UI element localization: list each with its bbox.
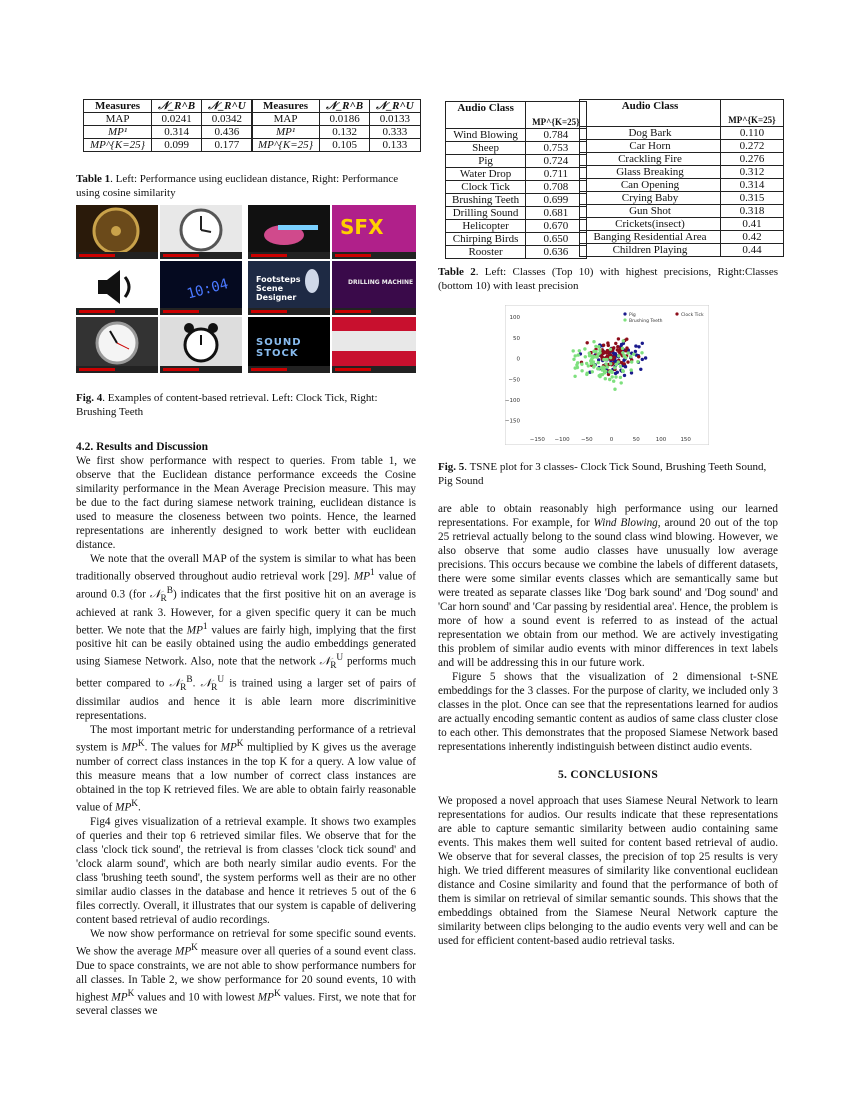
legend-label: Pig (629, 313, 636, 318)
table-row (446, 155, 587, 168)
table-cell: Crying Baby (580, 192, 721, 205)
table2-caption (438, 265, 778, 293)
scatter-point-brushing-teeth (596, 354, 599, 357)
scatter-point-brushing-teeth (620, 381, 623, 384)
scatter-point-brushing-teeth (622, 339, 625, 342)
scatter-point-brushing-teeth (580, 363, 583, 366)
x-tick-label: 150 (680, 437, 691, 443)
table-cell: 0.276 (721, 153, 784, 166)
table-cell: 0.272 (721, 140, 784, 153)
table-cell: 0.0186 (320, 113, 370, 126)
table-cell: Gun Shot (580, 205, 721, 218)
scatter-point-brushing-teeth (572, 349, 575, 352)
table-row (446, 129, 587, 142)
scatter-point-pig (639, 368, 642, 371)
scatter-point-brushing-teeth (615, 363, 618, 366)
scatter-point-brushing-teeth (573, 375, 576, 378)
thumb-label: SOUND STOCK (256, 337, 302, 359)
scatter-point-brushing-teeth (602, 358, 605, 361)
paragraph: We note that the overall MAP of the system is similar to what has been traditionally observed throughout audio retrieval work [29]. $MP^1$ value of around 0.3 (for 𝒩$_R^B$) indicates that the first positive hit on an average is achieved at rank 3. However, for a given specific query it can be much better. We note that the $MP^1$ values are fairly high, implying that the first positive hit can be easily obtained using the audio embeddings generated using Siamese Network. Also, note that the network 𝒩$_R^U$ performs much better compared to 𝒩$_R^B$. 𝒩$_R^U$ is trained using a larger set of pairs of dissimilar audios and hence it is able learn more discriminitive representations. (76, 553, 417, 723)
scatter-point-clock-tick (616, 348, 619, 351)
table-cell: 0.724 (526, 155, 586, 168)
table-row (84, 139, 253, 152)
caption-text: . Left: Classes (Top 10) with highest precisions, Right:Classes (bottom 10) with least precision (438, 266, 778, 292)
table2-top (445, 101, 587, 259)
table-cell: Drilling Sound (446, 207, 526, 220)
table-row (580, 231, 784, 244)
thumb-wall-clock (76, 317, 158, 373)
scatter-point-brushing-teeth (608, 370, 611, 373)
caption-label: Fig. 4 (76, 392, 103, 404)
table-row (580, 127, 784, 140)
legend-label: Brushing Teeth (629, 319, 663, 324)
scatter-point-brushing-teeth (587, 364, 590, 367)
legend-marker (623, 312, 626, 315)
paragraph: We proposed a novel approach that uses Siamese Neural Network to learn representations for audios. Our results indicate that these representations are able to capture semantic similarity between audio containing same events. This makes them well suited for content based retrieval of audio. We observe that for several classes, the precision of top 25 results is very high. We tried different measures of similarity like conventional euclidean distance and Cosine similarity and found that the performance of both of them is similar on retrieval of similar semantic sounds. This shows that the embeddings obtained from the Siamese Neural Network capture the similarity between clips belonging to the audio events very well and can be used for efficient content-based audio retrieval tasks. (438, 795, 778, 947)
table-cell: Rooster (446, 246, 526, 259)
paragraph: Fig4 gives visualization of a retrieval example. It shows two examples of queries and their top 6 retrieved similar files. We observe that for the class 'clock tick sound', the retrieval is from classes 'clock tick sound' and 'clock alarm sound', which are both nearly similar audio events. For the class 'brushing teeth sound', the system performs well as their are no other similar audio classes in the database and hence it retrieves 5 out of the 6 files correctly. Overall, it illustrates that our system is capable of delivering content based retrieval of audio recordings. (76, 815, 416, 926)
scatter-point-clock-tick (602, 344, 605, 347)
table-cell: Helicopter (446, 220, 526, 233)
legend-marker (675, 312, 678, 315)
table-cell: Car Horn (580, 140, 721, 153)
scatter-point-pig (614, 372, 617, 375)
table-row (580, 244, 784, 257)
thumb-digital-clock (160, 261, 242, 315)
scatter-point-pig (641, 342, 644, 345)
table-cell: Water Drop (446, 168, 526, 181)
y-tick-label: −50 (508, 377, 520, 384)
scatter-point-brushing-teeth (601, 368, 604, 371)
table-row (252, 139, 421, 152)
table-cell: MP¹ (252, 126, 320, 139)
scatter-point-brushing-teeth (612, 380, 615, 383)
caption-text: . TSNE plot for 3 classes- Clock Tick Sound, Brushing Teeth Sound, Pig Sound (438, 461, 767, 487)
table-cell: 0.681 (526, 207, 586, 220)
caption-label: Fig. 5 (438, 461, 465, 473)
table-cell: 0.110 (721, 127, 784, 140)
fig4-image-grid (76, 205, 416, 373)
table-cell: 0.711 (526, 168, 586, 181)
scatter-point-clock-tick (603, 350, 606, 353)
table2-header-mp: MP^{K=25} (721, 100, 784, 127)
table-cell: 0.784 (526, 129, 586, 142)
scatter-point-clock-tick (607, 344, 610, 347)
table1-left (83, 99, 253, 152)
thumb-speaker (76, 261, 158, 315)
scatter-point-brushing-teeth (619, 376, 622, 379)
table-cell: Pig (446, 155, 526, 168)
scatter-point-pig (644, 356, 647, 359)
thumb-footsteps (248, 261, 330, 315)
thumb-sound-stock (248, 317, 330, 373)
table-cell: 0.099 (152, 139, 202, 152)
legend-marker (623, 318, 626, 321)
y-tick-label: 100 (509, 315, 520, 322)
scatter-point-clock-tick (622, 362, 625, 365)
table-row (446, 194, 587, 207)
section-heading-5: 5. CONCLUSIONS (557, 769, 659, 781)
table-cell: 0.41 (721, 218, 784, 231)
table-row (446, 168, 587, 181)
thumb-sfx (332, 205, 416, 259)
scatter-point-clock-tick (586, 341, 589, 344)
table-cell: Can Opening (580, 179, 721, 192)
scatter-point-brushing-teeth (636, 360, 639, 363)
table-row (84, 113, 253, 126)
caption-text: . Examples of content-based retrieval. Left: Clock Tick, Right: Brushing Teeth (76, 392, 378, 418)
table2-header-mp: MP^{K=25} (526, 102, 586, 129)
table-row (580, 192, 784, 205)
scatter-point-brushing-teeth (592, 340, 595, 343)
table-cell: MAP (84, 113, 152, 126)
scatter-point-brushing-teeth (593, 364, 596, 367)
table-row (580, 153, 784, 166)
scatter-point-brushing-teeth (584, 355, 587, 358)
table1-header-measures: Measures (84, 100, 152, 113)
scatter-point-brushing-teeth (604, 377, 607, 380)
table-cell: Children Playing (580, 244, 721, 257)
table-cell: 0.650 (526, 233, 586, 246)
scatter-point-brushing-teeth (580, 369, 583, 372)
y-tick-label: −100 (505, 397, 520, 404)
scatter-point-brushing-teeth (621, 347, 624, 350)
scatter-point-brushing-teeth (609, 362, 612, 365)
scatter-point-pig (614, 352, 617, 355)
x-tick-label: −150 (529, 437, 545, 443)
table-row (84, 126, 253, 139)
caption-label: Table 2 (438, 266, 476, 278)
caption-text: . Left: Performance using euclidean distance, Right: Performance using cosine similarity (76, 173, 399, 199)
scatter-point-brushing-teeth (623, 354, 626, 357)
table-cell: MP¹ (84, 126, 152, 139)
table-row (446, 246, 587, 259)
table-cell: Dog Bark (580, 127, 721, 140)
paragraph: The most important metric for understanding performance of a retrieval system is $MP^K$. The values for $MP^K$ multiplied by K gives us the average number of correct class instances in the top K for a query. A low value of this measure means that a low number of correct class instances are obtained in the top K retrieved files. We are able to obtain fairly reasonable value of $MP^K$. (76, 724, 416, 814)
x-tick-label: −50 (581, 437, 593, 443)
scatter-point-brushing-teeth (630, 360, 633, 363)
scatter-point-clock-tick (616, 345, 619, 348)
scatter-point-brushing-teeth (630, 368, 633, 371)
table-cell: Chirping Birds (446, 233, 526, 246)
table-cell: 0.177 (202, 139, 253, 152)
table-cell: 0.314 (721, 179, 784, 192)
scatter-point-brushing-teeth (609, 356, 612, 359)
scatter-point-brushing-teeth (627, 351, 630, 354)
scatter-point-brushing-teeth (583, 347, 586, 350)
thumb-label: Footsteps Scene Designer (256, 275, 301, 302)
x-tick-label: −100 (554, 437, 570, 443)
scatter-point-brushing-teeth (606, 365, 609, 368)
table-cell: 0.699 (526, 194, 586, 207)
table-cell: Banging Residential Area (580, 231, 721, 244)
thumb-drilling (332, 261, 416, 315)
table1-header-measures: Measures (252, 100, 320, 113)
thumb-clock-white (160, 205, 242, 259)
scatter-point-brushing-teeth (572, 358, 575, 361)
scatter-point-pig (637, 345, 640, 348)
table1-header-nu: 𝒩_R^U (202, 100, 253, 113)
x-tick-label: 100 (655, 437, 667, 443)
scatter-point-pig (641, 358, 644, 361)
scatter-point-brushing-teeth (609, 348, 612, 351)
y-tick-label: 0 (516, 356, 520, 363)
scatter-point-brushing-teeth (594, 350, 597, 353)
table-cell: 0.312 (721, 166, 784, 179)
table-row (446, 220, 587, 233)
scatter-point-clock-tick (626, 360, 629, 363)
paragraph: are able to obtain reasonably high performance using our learned representations. For example, for Wind Blowing, around 20 out of the top 25 retrieval actually belong to the sound class wind blowing. However, we also observe that some audio classes have unusually low average precisions. This occurs because we combine the labels of different datasets, there were some similar events classes which are semantically same but were treated as separate classes like 'Dog bark sound' and 'Dog sound' and 'Car horn sound' and 'Car passing by residential area'. Hence, the problem is more of how a sound event is referred to as instead of the actual representation we obtain from our method. We are actively investigating this problem of similar audio events with minor differences in text labels and will be addressing this in our future work. (438, 503, 778, 669)
table-cell: Sheep (446, 142, 526, 155)
table-cell: 0.636 (526, 246, 586, 259)
left-column-body (76, 440, 416, 1018)
y-tick-label: 50 (513, 335, 520, 342)
table-cell: 0.0241 (152, 113, 202, 126)
table-cell: MAP (252, 113, 320, 126)
scatter-point-brushing-teeth (577, 353, 580, 356)
y-tick-label: −150 (505, 418, 520, 425)
scatter-point-brushing-teeth (588, 354, 591, 357)
scatter-point-clock-tick (617, 337, 620, 340)
scatter-point-brushing-teeth (617, 354, 620, 357)
scatter-point-clock-tick (637, 355, 640, 358)
table-row (580, 205, 784, 218)
table2-bottom (579, 99, 784, 257)
scatter-point-pig (623, 374, 626, 377)
table-cell: 0.315 (721, 192, 784, 205)
fig4-caption (76, 391, 416, 419)
scatter-point-brushing-teeth (578, 349, 581, 352)
table-cell: Wind Blowing (446, 129, 526, 142)
table-cell: 0.436 (202, 126, 253, 139)
right-column-body (438, 502, 778, 948)
scatter-point-clock-tick (614, 342, 617, 345)
section-heading-4-2: 4.2. Results and Discussion (76, 441, 208, 453)
scatter-point-brushing-teeth (589, 359, 592, 362)
table-row (252, 113, 421, 126)
table2-header-class: Audio Class (446, 102, 526, 129)
table-row (446, 207, 587, 220)
table1-header-nb: 𝒩_R^B (152, 100, 202, 113)
scatter-point-brushing-teeth (640, 351, 643, 354)
table-cell: Brushing Teeth (446, 194, 526, 207)
table-cell: 0.0342 (202, 113, 253, 126)
table-cell: Crickets(insect) (580, 218, 721, 231)
scatter-point-brushing-teeth (574, 354, 577, 357)
table-cell: 0.753 (526, 142, 586, 155)
scatter-point-brushing-teeth (611, 375, 614, 378)
table-cell: 0.132 (320, 126, 370, 139)
scatter-point-brushing-teeth (619, 365, 622, 368)
scatter-point-brushing-teeth (613, 388, 616, 391)
scatter-point-brushing-teeth (629, 355, 632, 358)
table1-header-nb: 𝒩_R^B (320, 100, 370, 113)
table-cell: 0.708 (526, 181, 586, 194)
scatter-point-brushing-teeth (604, 362, 607, 365)
scatter-point-brushing-teeth (586, 372, 589, 375)
table-cell: MP^{K=25} (84, 139, 152, 152)
table-cell: 0.0133 (370, 113, 421, 126)
scatter-point-brushing-teeth (614, 375, 617, 378)
scatter-point-clock-tick (624, 349, 627, 352)
scatter-point-brushing-teeth (597, 361, 600, 364)
table-row (252, 126, 421, 139)
scatter-point-brushing-teeth (574, 366, 577, 369)
scatter-point-brushing-teeth (622, 370, 625, 373)
table-row (580, 218, 784, 231)
table-cell: 0.318 (721, 205, 784, 218)
scatter-point-brushing-teeth (632, 353, 635, 356)
table-cell: 0.314 (152, 126, 202, 139)
table-cell: 0.105 (320, 139, 370, 152)
legend-label: Clock Tick (681, 313, 704, 318)
table-row (446, 181, 587, 194)
thumb-label: SFX (340, 215, 384, 239)
table-cell: 0.333 (370, 126, 421, 139)
scatter-point-brushing-teeth (591, 370, 594, 373)
table-cell: 0.670 (526, 220, 586, 233)
table1-right (251, 99, 421, 152)
svg-text:10:04: 10:04 (185, 276, 231, 303)
table-cell: 0.44 (721, 244, 784, 257)
table-cell: 0.133 (370, 139, 421, 152)
x-tick-label: 0 (609, 437, 614, 443)
table-row (580, 140, 784, 153)
thumb-label: DRILLING MACHINE (348, 279, 414, 286)
scatter-point-brushing-teeth (613, 366, 616, 369)
x-tick-label: 50 (632, 437, 640, 443)
scatter-point-brushing-teeth (598, 348, 601, 351)
table-row (446, 233, 587, 246)
scatter-point-brushing-teeth (597, 345, 600, 348)
thumb-alarm-clock (160, 317, 242, 373)
thumb-toothbrush (248, 205, 330, 259)
scatter-point-brushing-teeth (576, 361, 579, 364)
table1-caption (76, 172, 416, 200)
scatter-point-brushing-teeth (605, 358, 608, 361)
table-cell: Clock Tick (446, 181, 526, 194)
tsne-scatter-plot (505, 305, 709, 445)
scatter-point-brushing-teeth (621, 351, 624, 354)
caption-label: Table 1 (76, 173, 111, 185)
table-row (580, 166, 784, 179)
fig5-caption (438, 460, 778, 488)
paragraph: Figure 5 shows that the visualization of 2 dimensional t-SNE embeddings for the 3 classes. For the purpose of clarity, we included only 3 classes in the plot. Once can see that the representations learned for audios are actually encoding semantic content as audios of same class cluster close to each other. This demonstrates that the proposed Siamese Network based representations inherently indistinguish between distinct audio events. (438, 671, 778, 753)
scatter-point-brushing-teeth (603, 371, 606, 374)
thumb-clock-ornate (76, 205, 158, 259)
scatter-point-pig (634, 344, 637, 347)
table-cell: MP^{K=25} (252, 139, 320, 152)
table2-header-class: Audio Class (580, 100, 721, 127)
table1-header-nu: 𝒩_R^U (370, 100, 421, 113)
table-row (580, 179, 784, 192)
table-cell: 0.42 (721, 231, 784, 244)
scatter-point-brushing-teeth (594, 345, 597, 348)
table-cell: Crackling Fire (580, 153, 721, 166)
scatter-point-brushing-teeth (599, 373, 602, 376)
paragraph: We now show performance on retrieval for some specific sound events. We show the average $MP^K$ measure over all queries of a sound event class. Due to space constraints, we are not able to show performance numbers for all classes. In Table 2, we show performance for 20 sound events, 10 with highest $MP^K$ values and 10 with lowest $MP^K$ values. First, we note that for several classes we (76, 927, 416, 1018)
table-cell: Glass Breaking (580, 166, 721, 179)
thumb-red-banner (332, 317, 416, 373)
paragraph: We first show performance with respect to queries. From table 1, we observe that the Euclidean distance performance exceeds the Cosine similarity performance in the Mean Average Precision measure. This may be due to the fact during siamese network training, euclidean distance is used to measure the closeness between two points. Hence, the learned representations are inherently designed to work better with euclidean distance. (76, 455, 416, 551)
table-row (446, 142, 587, 155)
scatter-point-brushing-teeth (608, 378, 611, 381)
